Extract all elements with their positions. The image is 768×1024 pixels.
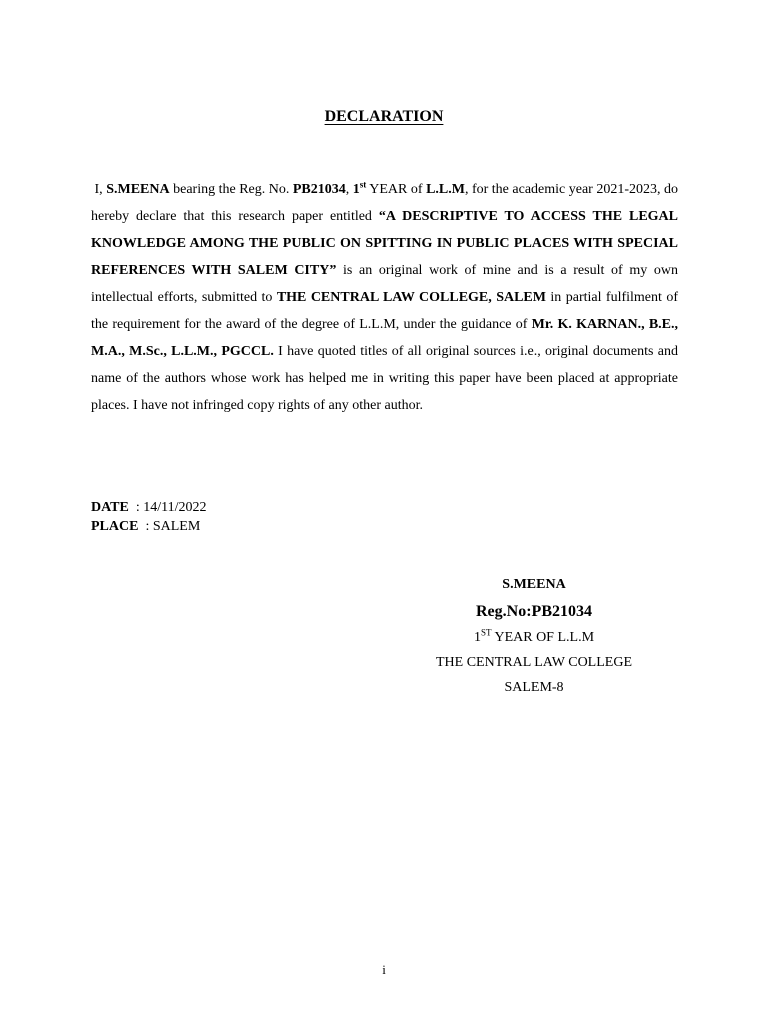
signature-year-superscript: ST — [480, 627, 492, 638]
declaration-paragraph — [91, 176, 678, 419]
guide-name: Mr. K. KARNAN., B.E., M.A., M.Sc., L.L.M., PGCCL. — [91, 317, 678, 359]
para-text: , — [345, 182, 353, 197]
place-value: : SALEM — [138, 519, 201, 534]
para-text: is an original work of mine and is a result of my own intellectual efforts, submitted to — [91, 263, 678, 305]
paper-title: “A DESCRIPTIVE TO ACCESS THE LEGAL KNOWLEDGE AMONG THE PUBLIC ON SPITTING IN PUBLIC PLACES WITH SPECIAL REFERENCES WITH SALEM CITY” — [91, 209, 678, 278]
college-name: THE CENTRAL LAW COLLEGE, SALEM — [276, 290, 546, 305]
signature-college: THE CENTRAL LAW COLLEGE — [435, 655, 632, 670]
date-value: : 14/11/2022 — [128, 500, 207, 515]
reg-number: PB21034 — [292, 182, 346, 197]
page-number: i — [382, 962, 386, 977]
signature-year-number: 1 — [473, 630, 481, 645]
signature-name: S.MEENA — [502, 577, 566, 592]
para-text: YEAR of — [366, 182, 427, 197]
place-line — [91, 519, 200, 535]
signature-city: SALEM-8 — [504, 680, 564, 695]
year-number: 1 — [352, 182, 360, 197]
course-name: L.L.M — [426, 182, 465, 197]
signature-reg-number: Reg.No:PB21034 — [476, 603, 592, 620]
para-text: , for the academic year 2021-2023, do hereby declare that this research paper entitled — [91, 182, 679, 224]
year-superscript: st — [359, 179, 367, 190]
para-text: in partial fulfilment of the requirement for the award of the degree of L.L.M, under the guidance of — [91, 290, 679, 332]
page-title: DECLARATION — [324, 108, 444, 125]
date-label: DATE — [91, 500, 129, 515]
signature-year — [384, 627, 684, 646]
date-line — [91, 500, 207, 516]
para-text: I, — [94, 182, 107, 197]
signature-year-text: YEAR OF L.L.M — [491, 630, 595, 645]
place-label: PLACE — [91, 519, 139, 534]
para-text: I have quoted titles of all original sources i.e., original documents and name of the authors whose work has helped me in writing this paper have been placed at appropriate places. I have not infringed copy rights of any other author. — [91, 344, 678, 413]
student-name: S.MEENA — [106, 182, 170, 197]
para-text: bearing the Reg. No. — [169, 182, 293, 197]
